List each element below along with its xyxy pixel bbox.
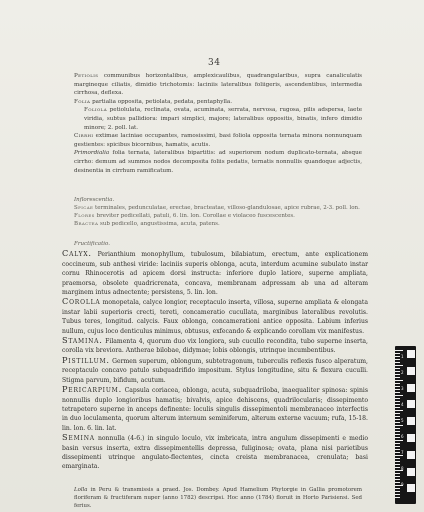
- ruler-tick: [395, 461, 400, 462]
- footer-note: [62, 486, 362, 510]
- scale-ruler: [395, 346, 416, 504]
- ruler-tick: [395, 371, 400, 372]
- ruler-tick: [395, 383, 400, 384]
- bract-paragraph: [62, 220, 362, 228]
- leaves-paragraph: [62, 98, 362, 107]
- ruler-number-label: 3: [401, 386, 404, 391]
- ruler-checker-cell: [407, 400, 415, 408]
- page-number: 34: [208, 58, 221, 68]
- spikes-term: Spicae: [74, 205, 94, 212]
- ruler-tick: [395, 356, 400, 357]
- inflorescence-heading: Inflorescentia.: [74, 197, 115, 203]
- ruler-checker-cell: [407, 476, 415, 484]
- ruler-tick: [395, 374, 400, 375]
- ruler-tick: [395, 407, 400, 408]
- ruler-number-label: 4: [401, 402, 404, 407]
- ruler-number-label: 6: [401, 434, 404, 439]
- ruler-checker-cell: [407, 442, 415, 450]
- pericarp-paragraph: [62, 385, 368, 433]
- primordial-leaves-paragraph: [62, 149, 362, 175]
- primordial-term: Primordialia: [74, 150, 110, 157]
- flowers-text: breviter pedicellati, patuli, 6. lin. lon. Corollae e violaceo fuscescentes.: [94, 213, 295, 220]
- inflorescence-section: [62, 196, 362, 228]
- ruler-tick: [395, 449, 400, 450]
- ruler-tick: [395, 350, 403, 351]
- corolla-text: monopetala, calyce longior, receptaculo inserta, villosa, superne ampliata & elongata instar labii superioris crecti, tereti, concameratio cucullata, marginibus lateralibus revolutis. Tubus teres, longitud. calycis. Faux oblonga, concamerationi antice opposita. Labium inferius nullum, cujus loco denticulus minimus, obtusus, exfecando & explicando corollam vix manifestus.: [62, 299, 368, 335]
- ruler-tick: [395, 431, 400, 432]
- ruler-number-label: 7: [401, 450, 404, 455]
- ruler-checker-cell: [407, 459, 415, 467]
- tendrils-text: extimae laciniae occupantes, ramosissimi, basi foliola opposita ternata minora nonnunquam gestientes: spicibus bicornibus, hamatis, acutis.: [74, 133, 362, 148]
- ruler-checker-cell: [407, 367, 415, 375]
- ruler-checker-cell: [407, 484, 415, 492]
- primordial-text: folia ternata, lateralibus bipartitis: ad superiorem nodum duplicato-ternata, absque cirrho: demum ad summos nodos decomposita foliis pedatis, ternatis nonnullis quandoque adjectis, desinentia in cirrhum ramificatum.: [74, 150, 362, 174]
- petioles-paragraph: [62, 72, 362, 98]
- seeds-term: Semina: [62, 432, 95, 443]
- ruler-tick: [395, 416, 400, 417]
- ruler-checker-cell: [407, 426, 415, 434]
- pericarp-text: Capsula coriacea, oblonga, acuta, subquadriloba, inaequaliter spinosa: spinis nonnullis duplo longioribus hamatis; bivalvis, apice dehiscens, quadrilocularis; dissepimento tetrapetero superne in anceps definente: loculis singulis dissepimentoli membranaceo interfectis in duo loculamenta, quorum alterum internum seminiferum, alterum externe vacuum; rufa, 15-18. lin. lon. 6. lin. lat.: [62, 387, 368, 432]
- ruler-tick: [395, 437, 400, 438]
- ruler-tick: [395, 467, 400, 468]
- petioles-text: communibus horizontalibus, amplexicaulibus, quadrangularibus, supra canaliculatis margineque ciliatis, dimidio trichotomis: laciniis lateralibus foliigeris, ascendentibus, intermedia cirrhosa, deflexa.: [74, 73, 362, 97]
- ruler-tick: [395, 398, 400, 399]
- ruler-tick: [395, 389, 400, 390]
- bract-text: sub pedicello, angustissima, acuta, patens.: [98, 221, 220, 228]
- ruler-tick: [395, 446, 400, 447]
- ruler-tick: [395, 368, 400, 369]
- ruler-checker-cell: [407, 468, 415, 476]
- fructification-section: [62, 240, 368, 472]
- spikes-paragraph: [62, 204, 362, 212]
- ruler-tick: [395, 428, 400, 429]
- ruler-number-label: 1: [401, 354, 404, 359]
- corolla-term: Corolla: [62, 296, 101, 307]
- pericarp-term: Pericarpium.: [62, 384, 123, 395]
- ruler-tick: [395, 401, 400, 402]
- ruler-checker-cell: [407, 409, 415, 417]
- petioles-term: Petiolis: [74, 73, 99, 79]
- flowers-paragraph: [62, 212, 362, 220]
- bract-term: Bractea: [74, 221, 99, 228]
- ruler-tick: [395, 497, 400, 498]
- ruler-tick: [395, 362, 400, 363]
- stamens-term: Stamina.: [62, 335, 103, 346]
- ruler-checker-cell: [407, 417, 415, 425]
- ruler-tick: [395, 494, 400, 495]
- ruler-tick: [395, 491, 400, 492]
- tendrils-paragraph: [62, 132, 362, 149]
- ruler-tick: [395, 455, 403, 456]
- seeds-paragraph: [62, 433, 368, 472]
- flowers-term: Flores: [74, 213, 95, 220]
- ruler-tick: [395, 410, 403, 411]
- footer-term: Lolla: [74, 487, 88, 493]
- calyx-text: Perianthium monophyllum, tubulosum, bilabiatum, erectum, ante explicationem coccineum, sub anthesi viride: laciniis superis oblonga, acuta, interdum acumine subulato instar cornu Rhinocerotis ad apicem dorsi instructa: inferiore duplo latiore, superne ampliata, praemorsa, obsolete quadricrenata, concava, membranam adpressam ab una ad alteram marginem intus adnectente; persistens, 5. lin. lon.: [62, 251, 368, 297]
- calyx-paragraph: [62, 249, 368, 297]
- pistil-paragraph: [62, 356, 368, 385]
- ruler-tick: [395, 386, 400, 387]
- ruler-tick: [395, 425, 403, 426]
- ruler-tick: [395, 419, 400, 420]
- ruler-checker-cell: [407, 493, 415, 501]
- ruler-checker-cell: [407, 350, 415, 358]
- ruler-checker-cell: [407, 434, 415, 442]
- ruler-tick: [395, 473, 400, 474]
- pistil-text: Germen superum, oblongum, subtetragonum, tuberculis reflexis fusco alperatum, receptaculo concavo patulo subquadrifido impositum. Stylus longitudine, situ & flexura cuculli. Stigma parvum, bifidum, acutum.: [62, 357, 368, 384]
- ruler-tick: [395, 443, 400, 444]
- ruler-tick: [395, 404, 400, 405]
- ruler-tick: [395, 380, 403, 381]
- ruler-checker-cell: [407, 451, 415, 459]
- ruler-tick: [395, 365, 403, 366]
- ruler-tick: [395, 476, 400, 477]
- ruler-number-label: 2: [401, 370, 404, 375]
- ruler-tick: [395, 458, 400, 459]
- ruler-tick: [395, 353, 400, 354]
- ruler-tick: [395, 359, 400, 360]
- leaves-term: Folia: [74, 98, 91, 105]
- ruler-tick: [395, 422, 400, 423]
- calyx-term: Calyx.: [62, 248, 92, 259]
- ruler-tick: [395, 395, 403, 396]
- leaves-text: partialia opposita, petiolata, pedata, pentaphylla.: [90, 98, 233, 105]
- ruler-checker-cell: [407, 358, 415, 366]
- ruler-checker-cell: [407, 392, 415, 400]
- seeds-text: nonnulla (4-6.) in singulo loculo, vix imbricata, intra angulum dissepimenti e medio basin versus inserta, extra dissepimentellis depressa, fuliginosa; ovata, plana nisi parietibus dissepimenti utrinque angulato-flectentes, cincta creista membranacea, crenulata; basi emarginata.: [62, 435, 368, 471]
- leaf-description: [62, 72, 362, 175]
- corolla-paragraph: [62, 297, 368, 336]
- leaflets-term: Foliola: [84, 107, 108, 114]
- ruler-number-label: 9: [401, 482, 404, 487]
- stamens-paragraph: [62, 336, 368, 356]
- ruler-tick: [395, 413, 400, 414]
- ruler-tick: [395, 452, 400, 453]
- ruler-tick: [395, 377, 400, 378]
- fructification-heading: Fructificatio.: [74, 241, 110, 247]
- ruler-number-label: 8: [401, 466, 404, 471]
- ruler-tick: [395, 440, 403, 441]
- leaflets-paragraph: [62, 106, 362, 132]
- leaflets-text: petiolulata, reclinata, ovata, acuminata, serrata, nervosa, rugosa, pilis adspersa, laete viridia, subtus pallidiora: impari simplici, majore; lateralibus oppositis, binatis, infero dimidio minore; 2. poll. lat.: [84, 107, 362, 131]
- footer-text: in Peru & transmissis a praed. Jos. Dombey. Apud Hamelium Phytorgie in Gallia promotorem floriferam & fructiferam nuper (anno 1782) descripsi. Hoc anno (1784) floruit in Horto Parisiensi. Sed ferius.: [74, 487, 362, 509]
- pistil-term: Pistillum.: [62, 354, 110, 365]
- ruler-tick: [395, 488, 400, 489]
- ruler-tick: [395, 479, 400, 480]
- ruler-tick: [395, 482, 400, 483]
- spikes-text: terminales, pedunculatae, erectae, bracteatae, villoso-glandulosae, apice rubrae, 2-3. poll. lon.: [93, 205, 360, 212]
- ruler-number-label: 5: [401, 418, 404, 423]
- tendrils-term: Cirrhi: [74, 133, 94, 140]
- ruler-tick: [395, 464, 400, 465]
- stamens-text: Filamenta 4, quorum duo vix longiora, sub cucullo recondita, tubo superne inserta, corolla vix breviora. Antherae bilobae, didymae; lobis oblongis, utrinque incumbentibus.: [62, 338, 368, 355]
- ruler-tick: [395, 392, 400, 393]
- footer-paragraph: [62, 486, 362, 510]
- ruler-tick: [395, 434, 400, 435]
- ruler-checker-cell: [407, 384, 415, 392]
- ruler-checker-cell: [407, 375, 415, 383]
